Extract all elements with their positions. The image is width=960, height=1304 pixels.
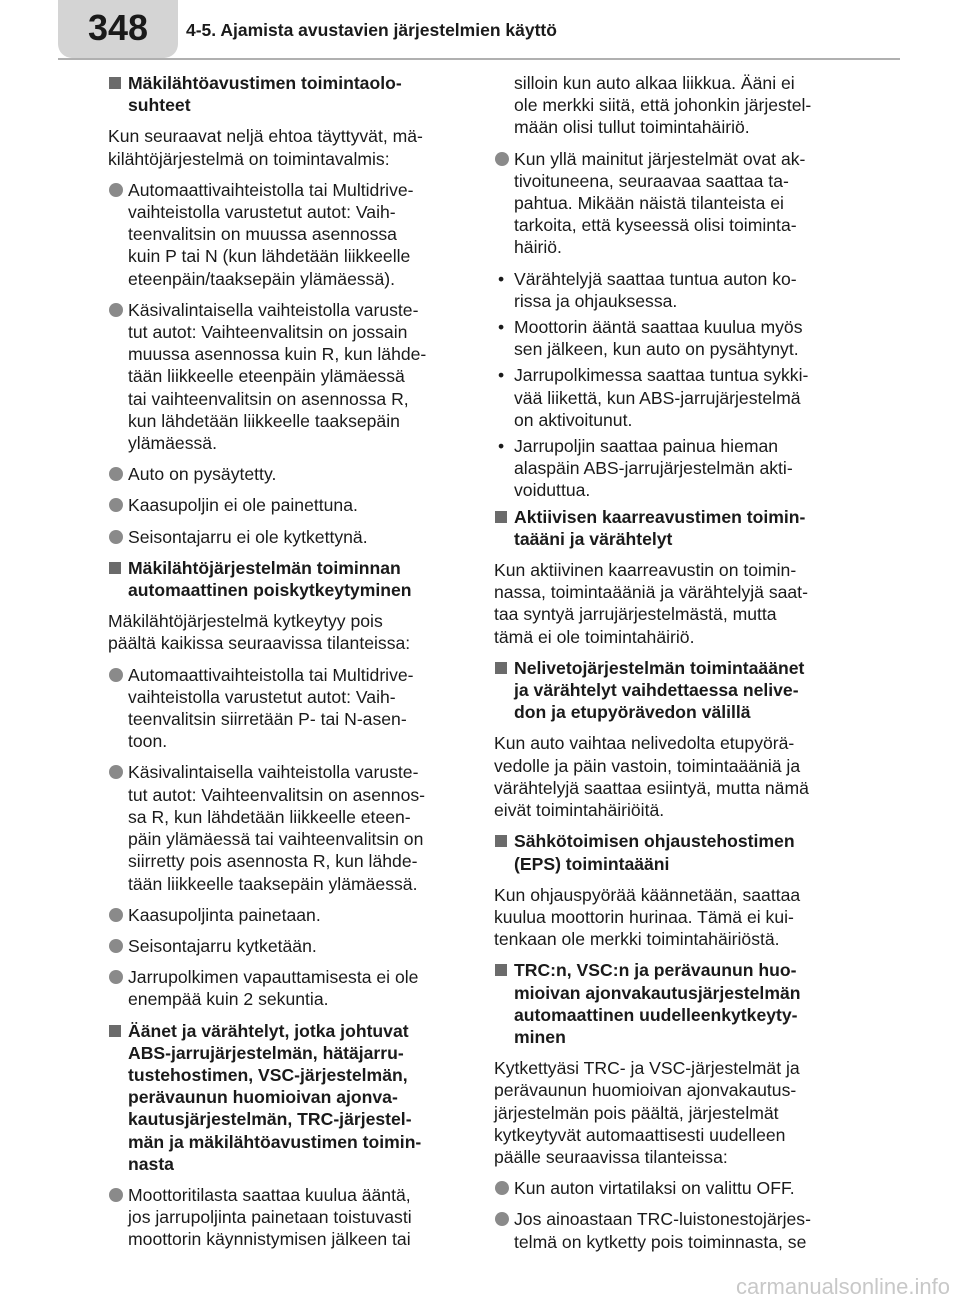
paragraph-text: Kun ohjauspyörää käännetään, saattaa kuulua moottorin hurinaa. Tämä ei kui- tenkaan ole merkki toimintahäiriöstä.	[494, 884, 801, 950]
circle-bullet-icon	[109, 668, 123, 682]
sub-bullet-text: Värähtelyjä saattaa tuntua auton ko- rissa ja ohjauksessa.	[514, 268, 797, 311]
square-bullet-icon	[495, 964, 507, 976]
bullet-text: Seisontajarru ei ole kytkettynä.	[128, 526, 368, 547]
sub-bullet-item	[494, 364, 854, 431]
section-title: 4-5. Ajamista avustavien järjestelmien käyttö	[186, 20, 557, 40]
bullet-item	[494, 1177, 854, 1199]
circle-bullet-icon	[109, 303, 123, 317]
bullet-text: Kaasupoljin ei ole painettuna.	[128, 495, 358, 516]
page-header	[0, 0, 960, 62]
sub-bullet-text: Jarrupolkimessa saattaa tuntua sykki- vää liikettä, kun ABS-jarrujärjestelmä on aktivoitunut.	[514, 365, 809, 430]
bullet-text: Moottoritilasta saattaa kuulua ääntä, jos jarrupoljinta painetaan toistuvasti moottorin käynnistymisen jälkeen tai	[128, 1184, 412, 1250]
section-heading	[494, 830, 854, 874]
right-column	[494, 72, 854, 1262]
bullet-text: Käsivalintaisella vaihteistolla varuste- tut autot: Vaihteenvalitsin on asennos- sa R, kun lähdetään liikkeelle eteen- päin ylämäessä tai vaihteenvalitsin on siirretty pois asennosta R, kun lähde- tään liikkeelle taaksepäin ylämäessä.	[128, 762, 426, 894]
bullet-item	[108, 664, 468, 753]
heading-text: Sähkötoimisen ohjaustehostimen (EPS) toimintaääni	[514, 831, 795, 874]
bullet-item	[108, 904, 468, 926]
bullet-text: Seisontajarru kytketään.	[128, 935, 317, 956]
bullet-text: Auto on pysäytetty.	[128, 464, 277, 485]
paragraph-text: Kun auto vaihtaa nelivedolta etupyörä- vedolle ja päin vastoin, toimintaääniä ja värähtelyjä saattaa esiintyä, mutta nämä eivät toimintahäiriöitä.	[494, 733, 809, 821]
heading-text: Mäkilähtöavustimen toimintaolo- suhteet	[128, 73, 402, 116]
sub-bullet-item	[494, 316, 854, 360]
paragraph-text: silloin kun auto alkaa liikkua. Ääni ei ole merkki siitä, että johonkin järjestel- mään olisi tullut toimintahäiriö.	[514, 73, 812, 138]
paragraph	[494, 884, 854, 951]
bullet-text: Jos ainoastaan TRC-luistonestojärjes- telmä on kytketty pois toiminnasta, se	[514, 1209, 811, 1252]
heading-text: Aktiivisen kaarreavustimen toimin- taääni ja värähtelyt	[514, 506, 806, 549]
bullet-item	[108, 494, 468, 516]
bullet-text: Käsivalintaisella vaihteistolla varuste- tut autot: Vaihteenvalitsin on jossain muussa asennossa kuin R, kun lähde- tään liikkeelle eteenpäin ylämäessä tai vaihteenvalitsin on asennossa R, kun lähdetään liikkeelle taaksepäin ylämäessä.	[128, 299, 427, 454]
bullet-text: Kun auton virtatilaksi on valittu OFF.	[514, 1178, 795, 1199]
circle-bullet-icon	[109, 908, 123, 922]
paragraph-text: Kun seuraavat neljä ehtoa täyttyvät, mä- kilähtöjärjestelmä on toimintavalmis:	[108, 126, 423, 169]
bullet-item	[108, 1184, 468, 1251]
square-bullet-icon	[109, 77, 121, 89]
bullet-item	[108, 966, 468, 1010]
section-heading	[108, 557, 468, 601]
paragraph	[108, 125, 468, 169]
page-number: 348	[87, 7, 149, 48]
circle-bullet-icon	[495, 152, 509, 166]
heading-text: Nelivetojärjestelmän toimintaäänet ja värähtelyt vaihdettaessa nelive- don ja etupyörävedon välillä	[514, 657, 805, 723]
dot-marker: •	[498, 268, 505, 289]
paragraph-text: Mäkilähtöjärjestelmä kytkeytyy pois päältä kaikissa seuraavissa tilanteissa:	[108, 611, 411, 654]
continued-paragraph	[494, 72, 854, 139]
header-rule	[58, 58, 900, 60]
dot-marker: •	[498, 317, 505, 338]
square-bullet-icon	[495, 511, 507, 523]
bullet-text: Automaattivaihteistolla tai Multidrive- vaihteistolla varustetut autot: Vaih- teenvalitsin on muussa asennossa kuin P tai N (kun lähdetään liikkeelle eteenpäin/taaksepäin ylämäessä).	[128, 179, 414, 289]
section-heading	[494, 959, 854, 1048]
section-heading	[108, 1020, 468, 1175]
paragraph-text: Kytkettyäsi TRC- ja VSC-järjestelmät ja perävaunun huomioivan ajonvakautus- järjestelmän pois päältä, järjestelmät kytkeytyvät automaattisesti uudelleen päälle seuraavissa tilanteissa:	[494, 1058, 800, 1167]
section-heading	[494, 657, 854, 724]
bullet-item	[108, 526, 468, 548]
square-bullet-icon	[495, 662, 507, 674]
paragraph	[494, 559, 854, 648]
square-bullet-icon	[109, 562, 121, 574]
bullet-item	[108, 761, 468, 894]
paragraph-text: Kun aktiivinen kaarreavustin on toimin- nassa, toimintaääniä ja värähtelyjä saat- taa syntyä jarrujärjestelmästä, mutta tämä ei ole toimintahäiriö.	[494, 560, 808, 647]
heading-text: Mäkilähtöjärjestelmän toiminnan automaattinen poiskytkeytyminen	[128, 557, 412, 601]
bullet-item	[494, 1208, 854, 1252]
sub-bullet-text: Jarrupoljin saattaa painua hieman alaspäin ABS-jarrujärjestelmän akti- voiduttua.	[514, 436, 793, 501]
bullet-item	[108, 463, 468, 485]
bullet-item	[494, 148, 854, 259]
bullet-text: Jarrupolkimen vapauttamisesta ei ole enempää kuin 2 sekuntia.	[128, 967, 419, 1010]
sub-bullet-item	[494, 435, 854, 502]
circle-bullet-icon	[109, 530, 123, 544]
sub-bullet-item	[494, 268, 854, 312]
square-bullet-icon	[109, 1025, 121, 1037]
bullet-text: Automaattivaihteistolla tai Multidrive- vaihteistolla varustetut autot: Vaih- teenvalitsin siirretään P- tai N-asen- toon.	[128, 664, 414, 752]
heading-text: Äänet ja värähtelyt, jotka johtuvat ABS-jarrujärjestelmän, hätäjarru- tustehostimen, VSC-järjestelmän, perävaunun huomioivan ajonva- kautusjärjestelmän, TRC-järjestel- män ja mäkilähtöavustimen toimin- nasta	[128, 1020, 422, 1174]
watermark: carmanualsonline.info	[735, 1274, 950, 1299]
circle-bullet-icon	[109, 183, 123, 197]
paragraph	[494, 1057, 854, 1168]
circle-bullet-icon	[109, 1188, 123, 1202]
paragraph	[494, 732, 854, 821]
heading-text: TRC:n, VSC:n ja perävaunun huo- mioivan ajonvakautusjärjestelmän automaattinen uudelleenkytkeyty- minen	[514, 960, 801, 1047]
square-bullet-icon	[495, 835, 507, 847]
bullet-item	[108, 935, 468, 957]
circle-bullet-icon	[109, 970, 123, 984]
bullet-text: Kun yllä mainitut järjestelmät ovat ak- tivoituneena, seuraavaa saattaa ta- pahtua. Mikään näistä tilanteista ei tarkoita, että kyseessä olisi toiminta- häiriö.	[514, 148, 806, 258]
bullet-text: Kaasupoljinta painetaan.	[128, 904, 321, 925]
dot-marker: •	[498, 365, 505, 386]
sub-bullet-text: Moottorin ääntä saattaa kuulua myös sen jälkeen, kun auto on pysähtynyt.	[514, 317, 803, 360]
dot-marker: •	[498, 436, 505, 457]
paragraph	[108, 610, 468, 654]
bullet-item	[108, 299, 468, 454]
section-heading	[494, 506, 854, 550]
bullet-item	[108, 179, 468, 290]
section-heading	[108, 72, 468, 116]
left-column	[108, 72, 468, 1260]
circle-bullet-icon	[109, 939, 123, 953]
